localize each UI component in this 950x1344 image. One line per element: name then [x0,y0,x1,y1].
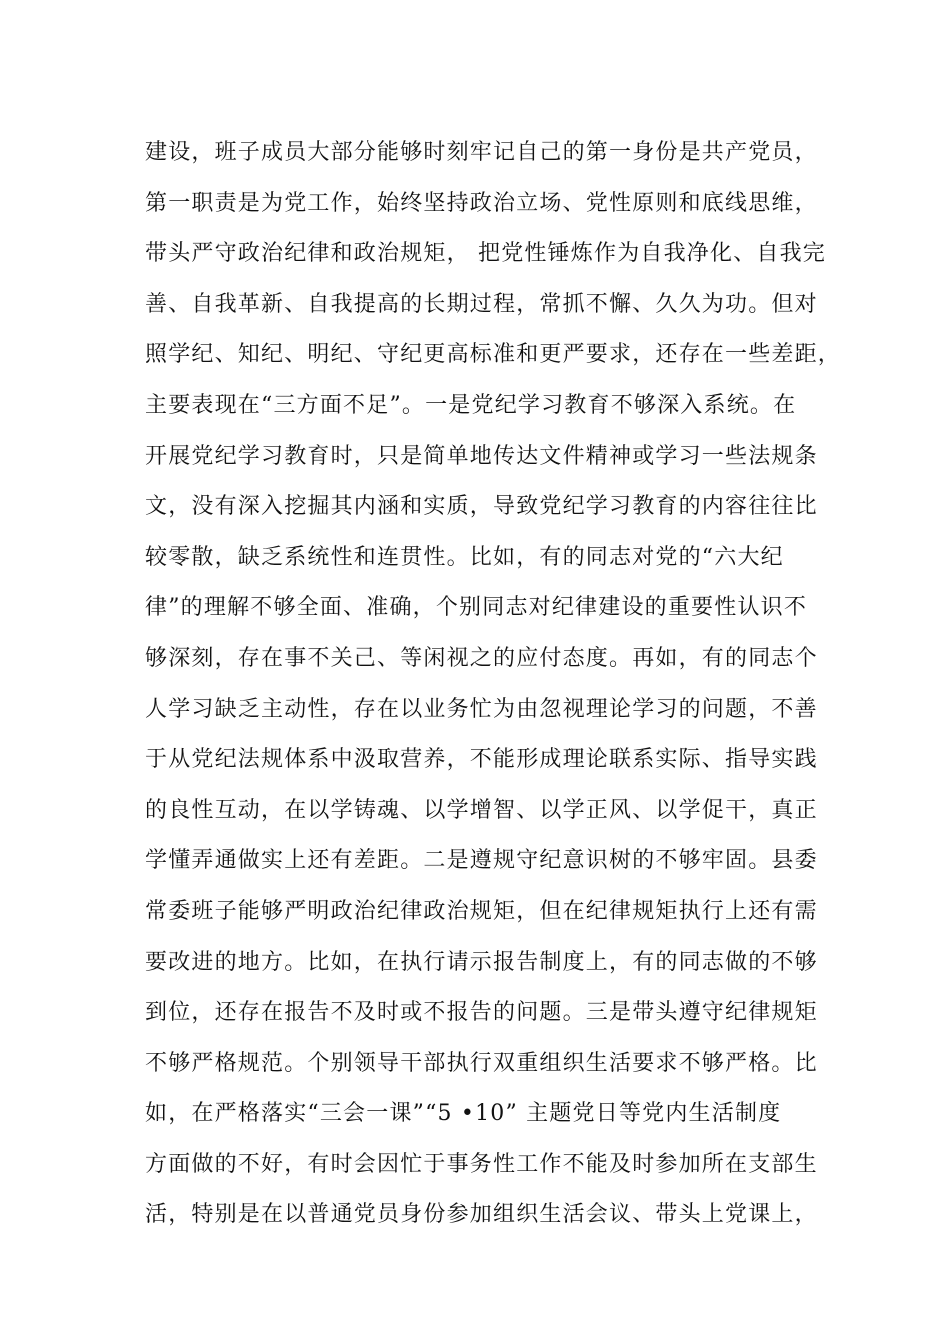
text-line: 开展党纪学习教育时，只是简单地传达文件精神或学习一些法规条 [145,443,818,469]
text-line: 主要表现在“三方面不足”。一是党纪学习教育不够深入系统。在 [145,392,797,418]
text-line: 常委班子能够严明政治纪律政治规矩，但在纪律规矩执行上还有需 [145,898,818,924]
text-line: 的良性互动，在以学铸魂、以学增智、以学正风、以学促干，真正 [145,797,818,823]
body-text [145,133,842,1246]
text-line: 照学纪、知纪、明纪、守纪更高标准和更严要求，还存在一些差距， [145,342,842,368]
text-line: 于从党纪法规体系中汲取营养，不能形成理论联系实际、指导实践 [145,747,818,773]
text-line: 律”的理解不够全面、准确，个别同志对纪律建设的重要性认识不 [145,595,808,621]
text-line: 学懂弄通做实上还有差距。二是遵规守纪意识树的不够牢固。县委 [145,848,818,874]
text-line: 带头严守政治纪律和政治规矩， 把党性锤炼作为自我净化、自我完 [145,241,826,267]
text-line: 不够严格规范。个别领导干部执行双重组织生活要求不够严格。比 [145,1050,818,1076]
text-line: 文，没有深入挖掘其内涵和实质，导致党纪学习教育的内容往往比 [145,494,818,520]
text-line: 方面做的不好，有时会因忙于事务性工作不能及时参加所在支部生 [145,1151,818,1177]
text-line: 要改进的地方。比如，在执行请示报告制度上，有的同志做的不够 [145,949,818,975]
text-line: 善、自我革新、自我提高的长期过程，常抓不懈、久久为功。但对 [145,291,818,317]
text-line: 够深刻，存在事不关己、等闲视之的应付态度。再如，有的同志个 [145,645,818,671]
text-line: 较零散，缺乏系统性和连贯性。比如，有的同志对党的“六大纪 [145,544,784,570]
text-line: 人学习缺乏主动性，存在以业务忙为由忽视理论学习的问题，不善 [145,696,818,722]
text-line: 活，特别是在以普通党员身份参加组织生活会议、带头上党课上， [145,1202,818,1228]
text-line: 建设，班子成员大部分能够时刻牢记自己的第一身份是共产党员， [145,140,818,165]
text-line: 第一职责是为党工作，始终坚持政治立场、党性原则和底线思维， [145,190,818,216]
text-line: 到位，还存在报告不及时或不报告的问题。三是带头遵守纪律规矩 [145,1000,818,1026]
text-line: 如，在严格落实“三会一课”“5 •10” 主题党日等党内生活制度 [145,1101,782,1127]
